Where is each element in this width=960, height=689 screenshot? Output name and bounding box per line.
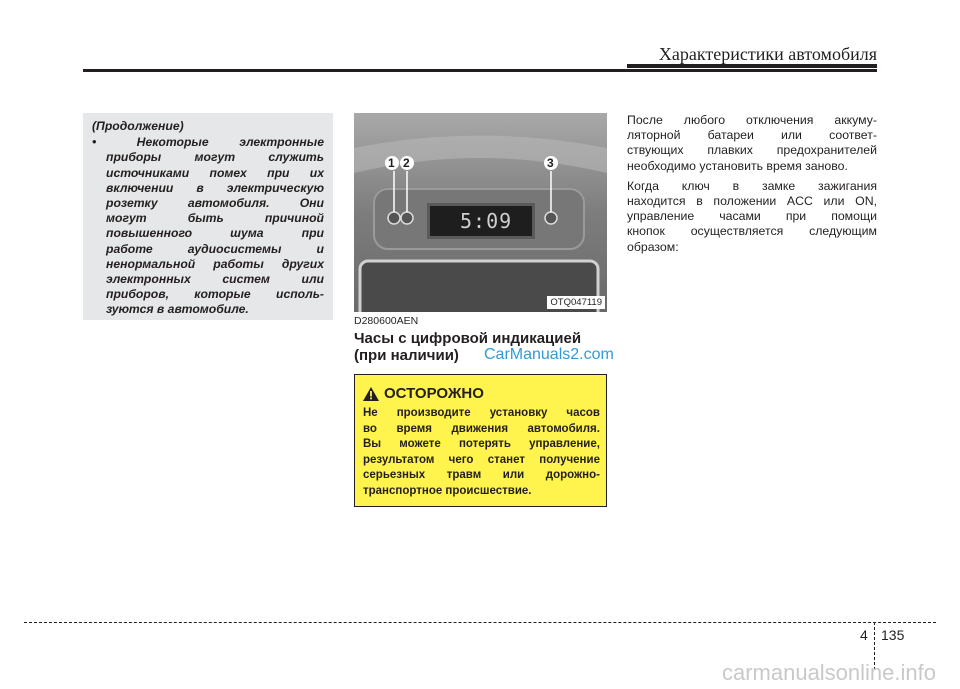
body-line	[627, 159, 877, 174]
word: можете	[399, 438, 441, 450]
word: ключ	[681, 178, 710, 193]
word: и	[316, 241, 324, 256]
word: в	[696, 194, 703, 209]
body-line	[627, 143, 877, 158]
word: электронные	[239, 135, 324, 150]
site-watermark: carmanualsonline.info	[721, 660, 936, 685]
word: аккуму-	[834, 113, 877, 127]
word: После	[627, 113, 663, 127]
word: электронных	[106, 272, 191, 287]
note-line	[92, 257, 324, 272]
body-line	[627, 209, 877, 224]
word: часами	[719, 209, 761, 224]
note-line	[92, 166, 324, 181]
word: станет	[487, 453, 525, 466]
word: необходимо установить время заново.	[627, 158, 848, 173]
button-3	[545, 212, 557, 224]
right-para-1	[627, 113, 877, 174]
word: Некоторые	[136, 135, 209, 150]
note-line	[92, 211, 324, 226]
word: результатом	[363, 453, 435, 466]
note-line	[92, 272, 324, 287]
body-line	[627, 224, 877, 239]
word: при	[785, 209, 807, 224]
warning-line	[363, 422, 600, 438]
word: при	[267, 165, 290, 180]
word: потерять	[458, 438, 511, 450]
word: шума	[230, 226, 264, 241]
word: помощи	[831, 209, 877, 224]
word: приборов,	[106, 287, 169, 302]
section-code: D280600AEN	[354, 315, 419, 327]
word: источниками	[106, 165, 190, 180]
word: Когда	[627, 178, 659, 193]
warning-line	[363, 437, 600, 453]
note-line	[92, 181, 324, 196]
note-box	[83, 113, 333, 320]
note-line	[92, 135, 324, 150]
word: быть	[187, 211, 224, 226]
word: или	[781, 128, 802, 143]
word: получение	[539, 453, 600, 466]
word: следующим	[809, 224, 877, 239]
word: управление	[627, 209, 695, 224]
word: находится	[627, 194, 686, 209]
warning-text	[363, 406, 600, 499]
word: помех	[209, 165, 247, 180]
word: транспортное происшествие.	[363, 484, 532, 497]
section-title-line1: Часы с цифровой индикацией	[354, 330, 582, 347]
word: ствующих	[627, 143, 684, 158]
word: время	[396, 422, 432, 435]
word: повышенного	[106, 226, 193, 241]
word: ACC	[786, 194, 813, 209]
word: в	[196, 180, 204, 195]
word: производите	[396, 407, 471, 419]
page-number: 135	[881, 627, 905, 643]
clock-display-figure	[354, 113, 607, 312]
button-1	[388, 212, 400, 224]
word: управление,	[529, 438, 600, 450]
warning-line	[363, 468, 600, 484]
word: работе	[106, 241, 153, 256]
note-lines	[92, 135, 324, 317]
word: могут	[194, 150, 236, 165]
word: зуются в автомобиле.	[106, 302, 249, 317]
word: работы	[213, 256, 264, 271]
word: ненормальной	[106, 256, 196, 271]
word: батареи	[707, 128, 754, 143]
word: ON,	[855, 194, 877, 209]
word: автомобиля.	[187, 196, 270, 211]
word: образом:	[627, 239, 679, 254]
note-line	[92, 302, 324, 317]
word: часов	[566, 407, 600, 419]
clock-window	[427, 203, 535, 239]
note-line	[92, 150, 324, 165]
word: Вы	[363, 438, 382, 450]
note-line	[92, 196, 324, 211]
word: автомобиля.	[527, 422, 600, 435]
note-line	[92, 287, 324, 302]
header-rule-accent	[627, 64, 877, 68]
word: движения	[451, 422, 509, 435]
body-line	[627, 113, 877, 128]
word: Не	[363, 407, 378, 419]
word: ляторной	[627, 128, 681, 143]
word: травм	[446, 469, 482, 481]
header-rule	[83, 69, 877, 72]
word: зажигания	[818, 178, 877, 193]
button-2	[401, 212, 413, 224]
body-line	[627, 240, 877, 255]
word: дорожно-	[545, 469, 600, 481]
warning-head	[363, 385, 600, 402]
word: систем	[222, 272, 270, 287]
word: Они	[299, 196, 324, 211]
word: причиной	[264, 211, 324, 226]
word: при	[301, 226, 324, 241]
word: служить	[268, 150, 324, 165]
word: замке	[761, 178, 796, 193]
note-line	[92, 226, 324, 241]
word: осуществляется	[690, 224, 784, 239]
word: их	[309, 165, 324, 180]
chapter-number: 4	[860, 627, 868, 643]
figure-label: OTQ047119	[547, 296, 605, 309]
page-header-title: Характеристики автомобиля	[658, 44, 877, 64]
body-line	[627, 128, 877, 143]
word: в	[732, 178, 740, 193]
warning-box	[354, 374, 607, 507]
word: серьезных	[363, 469, 426, 481]
right-para-2	[627, 179, 877, 255]
word: чего	[448, 453, 474, 466]
callout-1: 1	[388, 156, 395, 170]
warning-line	[363, 484, 600, 500]
warning-line	[363, 453, 600, 469]
word: или	[502, 469, 525, 481]
carmanuals-watermark[interactable]: CarManuals2.com	[484, 346, 614, 363]
word: или	[301, 272, 324, 287]
word: других	[281, 256, 324, 271]
warning-triangle-icon	[363, 387, 379, 401]
word: или	[823, 194, 845, 209]
right-column	[627, 113, 877, 260]
note-continued: (Продолжение)	[92, 119, 184, 133]
word: приборы	[106, 150, 162, 165]
word: которые	[194, 287, 251, 302]
bullet-icon: •	[92, 135, 97, 150]
word: предохранителей	[776, 143, 877, 158]
word: электрическую	[226, 180, 324, 195]
body-line	[627, 194, 877, 209]
callout-3: 3	[547, 156, 554, 170]
callout-2: 2	[403, 156, 410, 170]
word: аудиосистемы	[187, 241, 282, 256]
word: отключения	[746, 113, 814, 127]
word: соответ-	[829, 128, 877, 143]
word: положении	[713, 194, 777, 209]
warning-title: ОСТОРОЖНО	[384, 385, 484, 402]
word: могут	[106, 211, 147, 226]
note-line	[92, 242, 324, 257]
body-line	[627, 179, 877, 194]
clock-digits: 5:09	[460, 209, 513, 233]
word: кнопок	[627, 224, 665, 239]
word: установку	[489, 407, 548, 419]
word: во	[363, 422, 377, 435]
footer-rule	[24, 622, 936, 623]
word: плавких	[707, 143, 753, 158]
section-title-line2: (при наличии)	[354, 347, 459, 364]
word: любого	[683, 113, 726, 127]
word: включении	[106, 180, 174, 195]
word: исполь-	[276, 287, 324, 302]
word: розетку	[106, 196, 158, 211]
warning-line	[363, 406, 600, 422]
